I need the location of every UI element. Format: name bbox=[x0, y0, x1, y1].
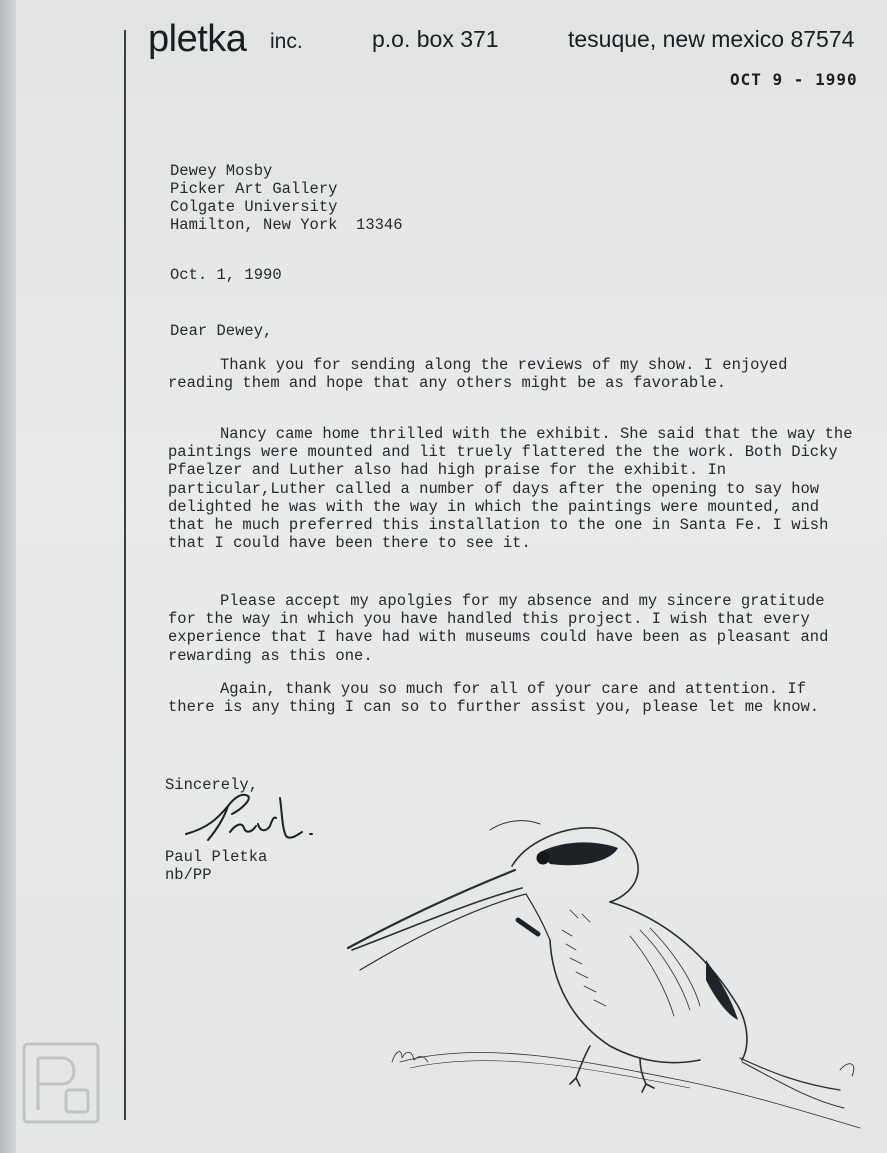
paragraph-text: Please accept my apolgies for my absence and my sincere gratitude for the way in which you have handled this project. I wish that every experience that I have had with museums could have been as pleasant and rewarding as this one. bbox=[168, 592, 829, 665]
body-paragraph-4 bbox=[168, 680, 858, 716]
signer-block bbox=[165, 848, 267, 884]
recipient-org: Picker Art Gallery bbox=[170, 180, 338, 198]
received-date-stamp: OCT 9 - 1990 bbox=[730, 70, 858, 89]
salutation: Dear Dewey, bbox=[170, 322, 273, 340]
body-paragraph-1 bbox=[168, 356, 858, 392]
paragraph-text: Nancy came home thrilled with the exhibit. She said that the way the paintings were mounted and lit truely flattered the the work. Both Dicky Pfaelzer and Luther also had high praise for the exhibit. In particular,Luther called a number of days after the opening to say how delighted he was with the way in which the paintings were mounted, and that he much preferred this installation to the one in Santa Fe. I wish that I could have been there to see it. bbox=[168, 425, 853, 553]
body-paragraph-2 bbox=[168, 425, 858, 552]
paragraph-text: Thank you for sending along the reviews of my show. I enjoyed reading them and hope that any others might be as favorable. bbox=[168, 356, 788, 393]
letterhead-city: tesuque, new mexico 87574 bbox=[568, 26, 855, 52]
embossed-logo-mark bbox=[20, 1040, 102, 1126]
kingfisher-sketch-illustration bbox=[340, 810, 880, 1130]
closing: Sincerely, bbox=[165, 776, 259, 794]
body-paragraph-3 bbox=[168, 592, 858, 665]
letter-date: Oct. 1, 1990 bbox=[170, 266, 282, 284]
recipient-name: Dewey Mosby bbox=[170, 162, 273, 180]
paragraph-text: Again, thank you so much for all of your care and attention. If there is any thing I can so to further assist you, please let me know. bbox=[168, 680, 820, 717]
signer-name: Paul Pletka bbox=[165, 848, 268, 866]
letterhead-company: pletka bbox=[148, 18, 247, 60]
letterhead-po-box: p.o. box 371 bbox=[372, 26, 499, 52]
recipient-city: Hamilton, New York 13346 bbox=[170, 216, 403, 234]
recipient-university: Colgate University bbox=[170, 198, 338, 216]
typist-initials: nb/PP bbox=[165, 866, 212, 884]
page-edge-shadow bbox=[0, 0, 16, 1153]
handwritten-signature bbox=[178, 788, 328, 850]
letterhead bbox=[148, 18, 878, 68]
margin-rule bbox=[124, 30, 126, 1120]
letterhead-suffix: inc. bbox=[270, 30, 303, 53]
recipient-address bbox=[170, 162, 403, 234]
